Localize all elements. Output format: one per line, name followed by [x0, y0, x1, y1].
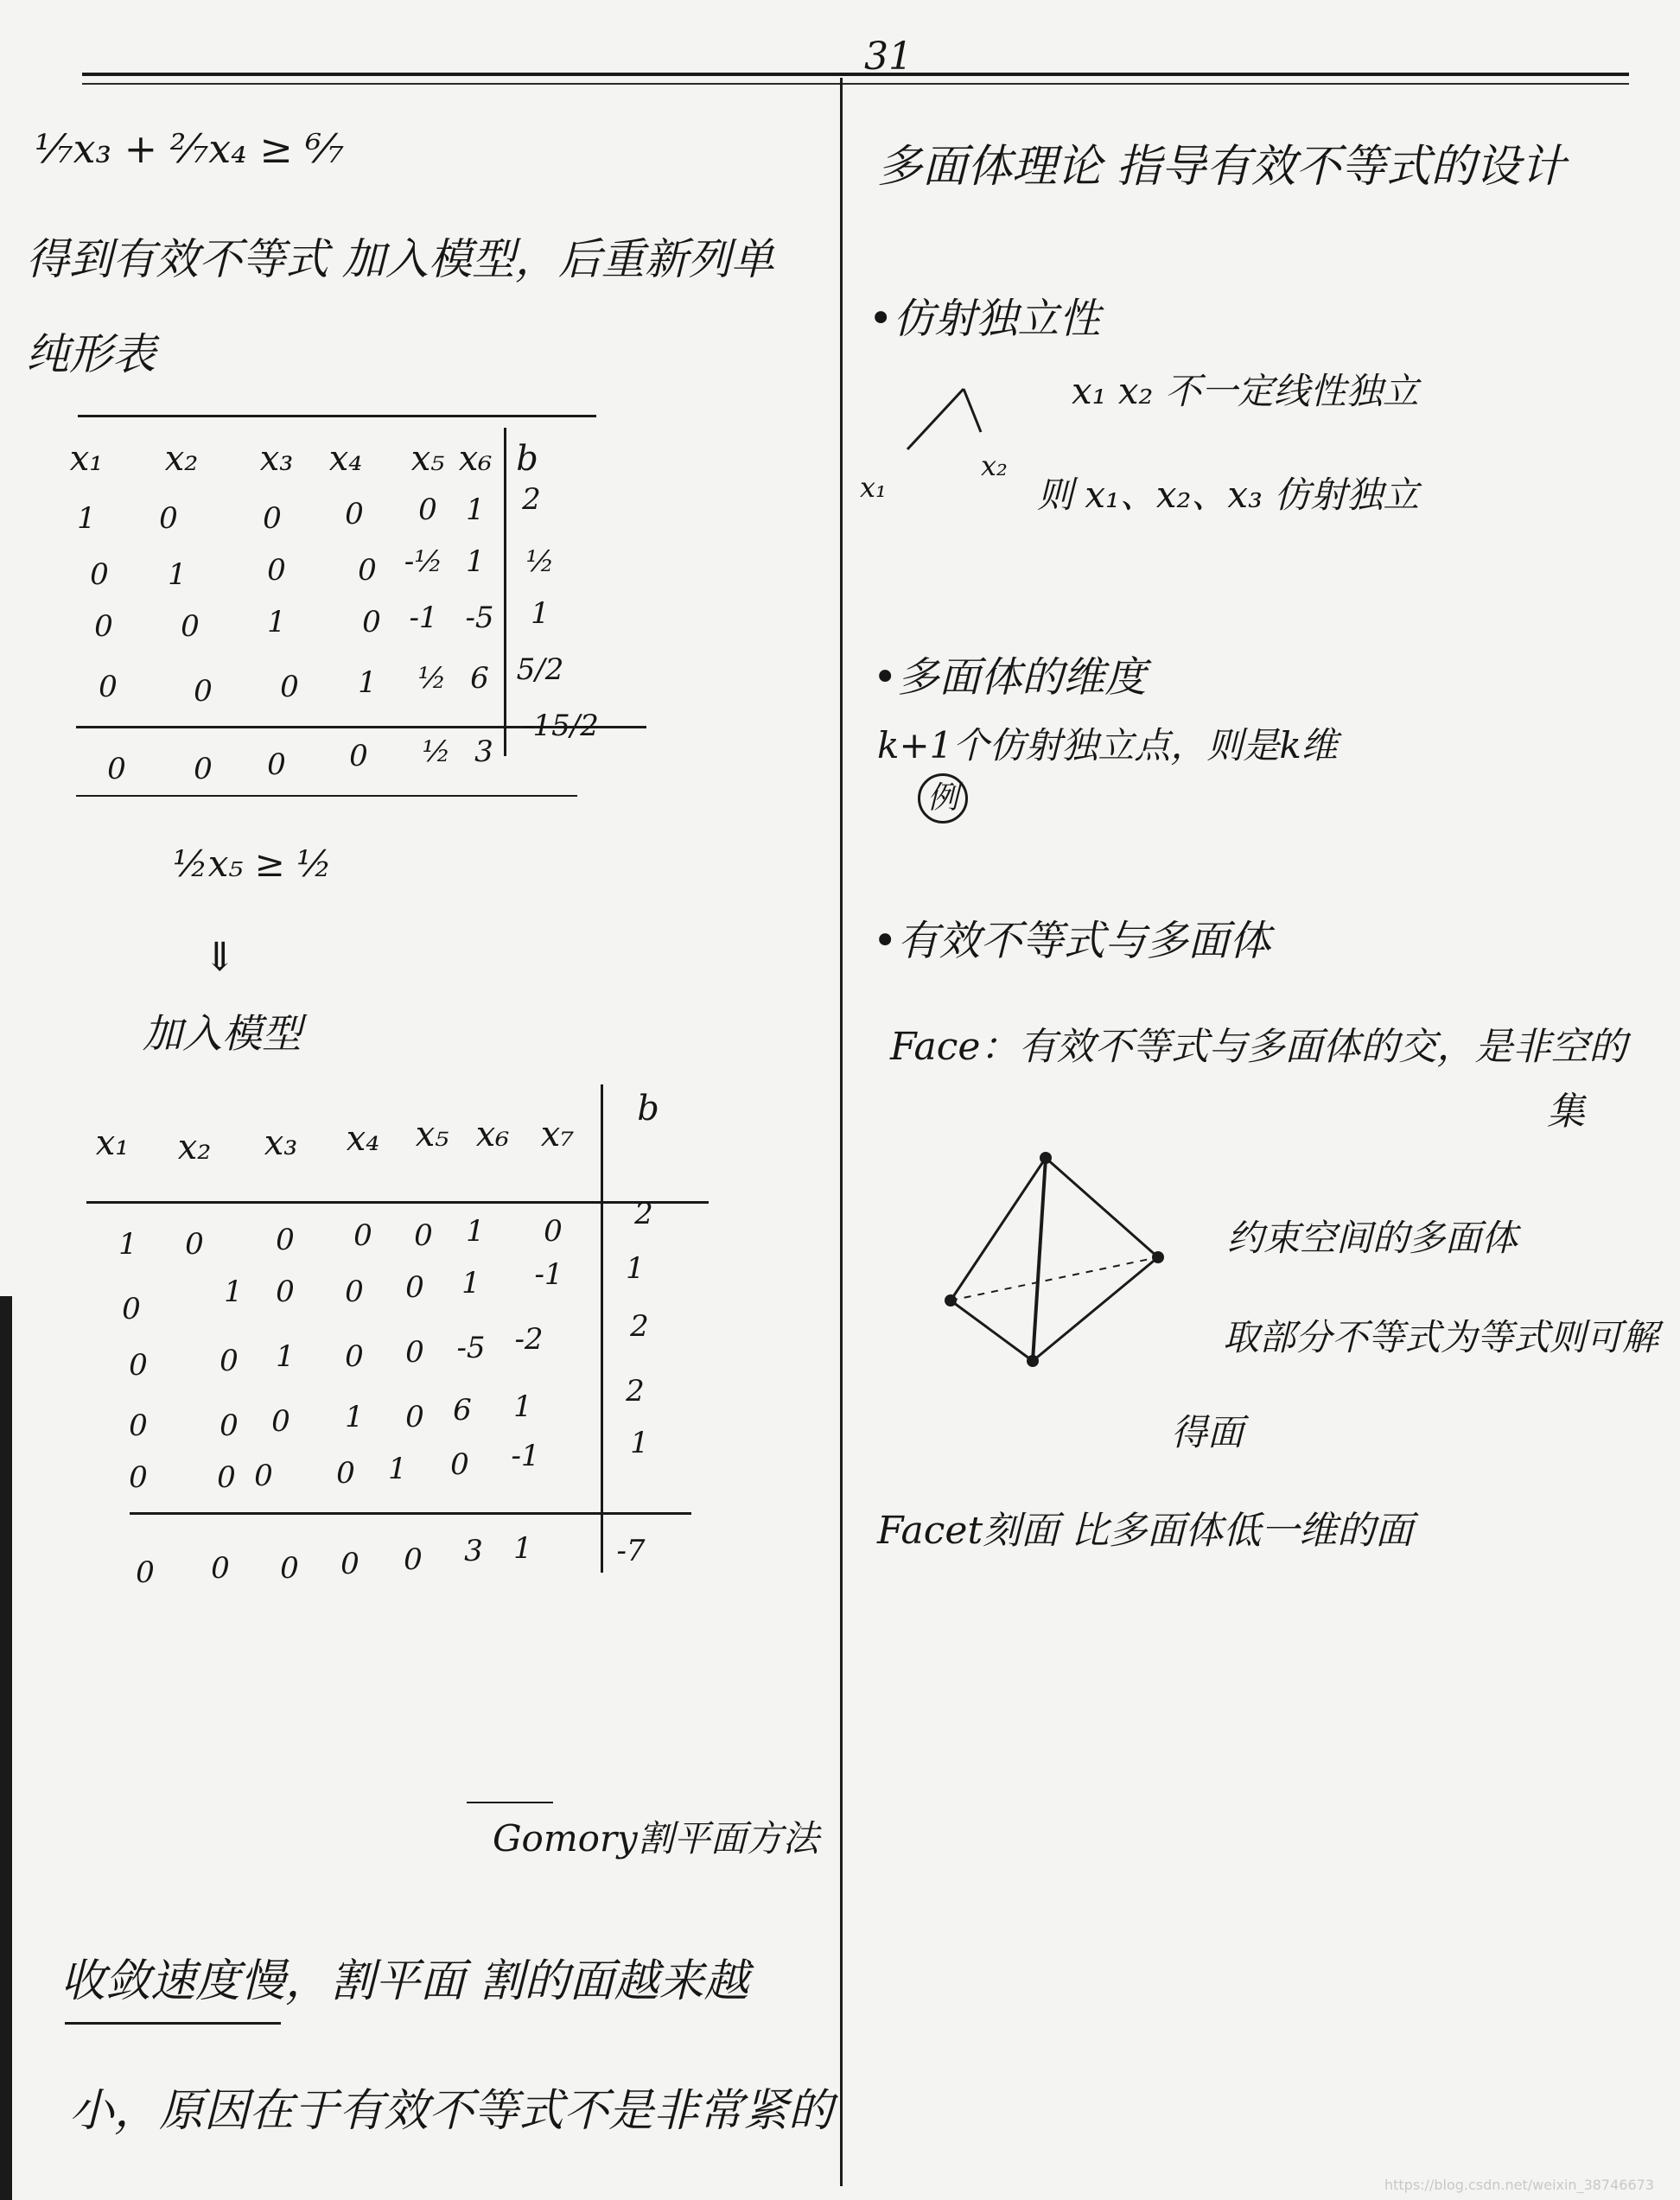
table1-cell: 5/2 [516, 652, 564, 687]
table2-cell: 6 [453, 1393, 472, 1427]
table1-cell: 0 [263, 501, 282, 536]
table1-cell: 0 [362, 605, 381, 639]
column-divider [840, 78, 843, 2186]
table2-header: x₇ [540, 1115, 575, 1154]
table2-cell: 0 [271, 1404, 290, 1439]
table2-header: x₅ [415, 1115, 449, 1154]
bullet-affine-result: 则 x₁、x₂、x₃ 仿射独立 [1037, 474, 1420, 516]
table2-cell: 0 [185, 1227, 204, 1262]
table2-cell: 0 [544, 1214, 563, 1249]
table1-cell: 0 [280, 670, 299, 704]
table1-bottom-rule [76, 795, 577, 797]
table1-cell: ½ [417, 661, 447, 696]
page-number: 31 [864, 35, 913, 79]
table2-cell: 0 [450, 1447, 469, 1482]
table2-header: x₆ [475, 1115, 510, 1154]
table2-cell: 0 [129, 1348, 148, 1383]
table1-cell: 1 [168, 557, 187, 592]
table2-objective-cell: 0 [280, 1551, 299, 1586]
table2-cell: 0 [129, 1460, 148, 1495]
table1-header: x₃ [259, 439, 294, 479]
table2-header: x₄ [346, 1119, 380, 1159]
polytope-caption: 约束空间的多面体 [1227, 1217, 1518, 1259]
table2-cell: 1 [276, 1339, 295, 1374]
table2-cell: 0 [220, 1344, 239, 1378]
table1-cell: 0 [90, 557, 109, 592]
table2-header: b [637, 1089, 659, 1129]
table2-cell: 0 [276, 1275, 295, 1309]
table2-cell: 2 [626, 1374, 645, 1408]
table1-objective-cell: 0 [267, 747, 286, 782]
table2-cell: 0 [405, 1335, 424, 1370]
table2-cell: 0 [129, 1408, 148, 1443]
table2-objective-cell: -7 [616, 1534, 646, 1568]
table2-cell: 0 [276, 1223, 295, 1257]
table2-cell: 0 [353, 1218, 372, 1253]
table1-cell: 1 [77, 501, 96, 536]
table2-objective-rule [130, 1512, 691, 1515]
table1-header: x₁ [69, 439, 104, 479]
table1-cell: 1 [358, 665, 377, 700]
bullet-polytope-dimension: •多面体的维度 [873, 653, 1147, 702]
table1-cell: 6 [470, 661, 489, 696]
table2-cell: 0 [345, 1339, 364, 1374]
table2-cell: -2 [514, 1322, 544, 1357]
table2-cell: 1 [388, 1452, 407, 1486]
bullet-affine-independence: •仿射独立性 [869, 295, 1101, 343]
table2-cell: 1 [345, 1400, 364, 1434]
top-rule-secondary [82, 83, 1629, 85]
table1-cell: 1 [466, 544, 485, 579]
table1-cell: 2 [522, 482, 541, 517]
table2-cell: 0 [220, 1408, 239, 1443]
table1-objective-cell: -15/2 [523, 709, 599, 743]
table2-cell: 1 [630, 1426, 649, 1460]
page-edge-shadow [0, 1296, 12, 2200]
table1-objective-cell: ½ [422, 734, 451, 769]
face-definition-line-2: 集 [1547, 1090, 1585, 1134]
table1-cell: 0 [358, 553, 377, 588]
table1-cell: 0 [159, 501, 178, 536]
table1-header: x₄ [328, 439, 363, 479]
table2-cell: 0 [254, 1459, 273, 1493]
example-circle: 例 [918, 773, 968, 823]
caption-line-2: 纯形表 [26, 329, 156, 379]
vector-label-x2: x₂ [981, 449, 1008, 482]
down-arrow: ⇓ [203, 933, 237, 980]
table1-cell: -½ [404, 544, 443, 579]
table1-header: x₆ [458, 439, 493, 479]
table2-cell: 0 [405, 1400, 424, 1434]
table1-cell: 0 [267, 553, 286, 588]
table2-objective-cell: 0 [136, 1555, 155, 1590]
table2-header: x₁ [95, 1123, 130, 1163]
table2-cell: 1 [626, 1251, 645, 1286]
right-title: 多面体理论 指导有效不等式的设计 [877, 141, 1566, 193]
table1-objective-cell: 0 [107, 752, 126, 786]
table2-cell: 0 [336, 1456, 355, 1491]
watermark: https://blog.csdn.net/weixin_38746673 [1384, 2177, 1654, 2193]
table1-top-rule [78, 415, 596, 417]
tetrahedron-diagram [942, 1149, 1167, 1374]
add-model-label: 加入模型 [143, 1010, 302, 1057]
table1-cell: 0 [194, 674, 213, 709]
table1-cell: 0 [99, 670, 118, 704]
table2-header: x₂ [177, 1128, 212, 1167]
cut-inequality: ½x₅ ≥ ½ [173, 842, 332, 885]
table2-cell: 1 [466, 1214, 485, 1249]
table2-objective-cell: 1 [513, 1531, 532, 1566]
inequality-line: ⅟₇x₃ + ²⁄₇x₄ ≥ ⁶⁄₇ [35, 125, 345, 172]
table1-header: x₂ [164, 439, 199, 479]
table2-cell: 2 [634, 1197, 653, 1231]
table1-cell: 0 [345, 497, 364, 531]
bullet-valid-inequality: •有效不等式与多面体 [873, 917, 1271, 965]
top-rule [82, 73, 1629, 76]
table1-objective-cell: 0 [349, 739, 368, 773]
table2-objective-cell: 3 [464, 1534, 483, 1568]
conclusion-line-2: 小，原因在于有效不等式不是非常紧的 [69, 2085, 834, 2137]
table1-cell: -1 [409, 601, 438, 635]
table1-cell: 0 [181, 609, 200, 644]
polytope-note-2: 得面 [1171, 1411, 1244, 1453]
polytope-note-1: 取部分不等式为等式则可解 [1223, 1316, 1659, 1358]
table1-cell: 1 [466, 493, 485, 527]
gomory-overline [467, 1802, 553, 1803]
table2-cell: 0 [414, 1218, 433, 1253]
vector-sketch [899, 363, 994, 467]
table2-objective-cell: 0 [340, 1547, 360, 1581]
bullet-affine-note: x₁ x₂ 不一定线性独立 [1072, 370, 1419, 412]
caption-line-1: 得到有效不等式 加入模型，后重新列单 [26, 234, 774, 284]
table2-cell: -1 [511, 1439, 540, 1473]
table1-objective-cell: 3 [474, 734, 493, 769]
table1-header: x₅ [410, 439, 445, 479]
table1-cell: -5 [465, 601, 494, 635]
table2-objective-cell: 0 [404, 1542, 423, 1577]
table1-cell: 1 [531, 596, 550, 631]
table2-cell: 1 [513, 1389, 532, 1424]
table2-cell: 2 [630, 1309, 649, 1344]
table2-objective-cell: 0 [211, 1551, 230, 1586]
table2-rhs-divider [601, 1084, 603, 1573]
conclusion-underline [65, 2022, 281, 2025]
table1-cell: 0 [418, 493, 437, 527]
table2-cell: 1 [118, 1227, 137, 1262]
vector-label-x1: x₁ [860, 471, 887, 504]
conclusion-line-1: 收敛速度慢，割平面 割的面越来越 [60, 1955, 749, 2007]
table1-cell: 1 [267, 605, 286, 639]
table1-objective-cell: 0 [194, 752, 213, 786]
table2-cell: 1 [224, 1275, 243, 1309]
table2-cell: -1 [534, 1257, 563, 1292]
table1-header: b [516, 439, 538, 479]
table2-cell: 0 [405, 1270, 424, 1305]
table1-cell: ½ [525, 544, 555, 579]
table2-cell: 0 [217, 1460, 236, 1495]
table2-cell: 0 [345, 1275, 364, 1309]
gomory-label: Gomory割平面方法 [493, 1817, 819, 1860]
dimension-definition: k+1个仿射独立点，则是k维 [877, 724, 1338, 766]
facet-definition: Facet刻面 比多面体低一维的面 [877, 1509, 1414, 1553]
table2-cell: 0 [122, 1292, 141, 1326]
table1-cell: 0 [94, 609, 113, 644]
table2-header: x₃ [264, 1123, 298, 1163]
face-definition-line-1: Face：有效不等式与多面体的交，是非空的 [890, 1025, 1627, 1069]
table2-cell: -5 [456, 1331, 486, 1365]
table2-cell: 1 [461, 1266, 480, 1300]
